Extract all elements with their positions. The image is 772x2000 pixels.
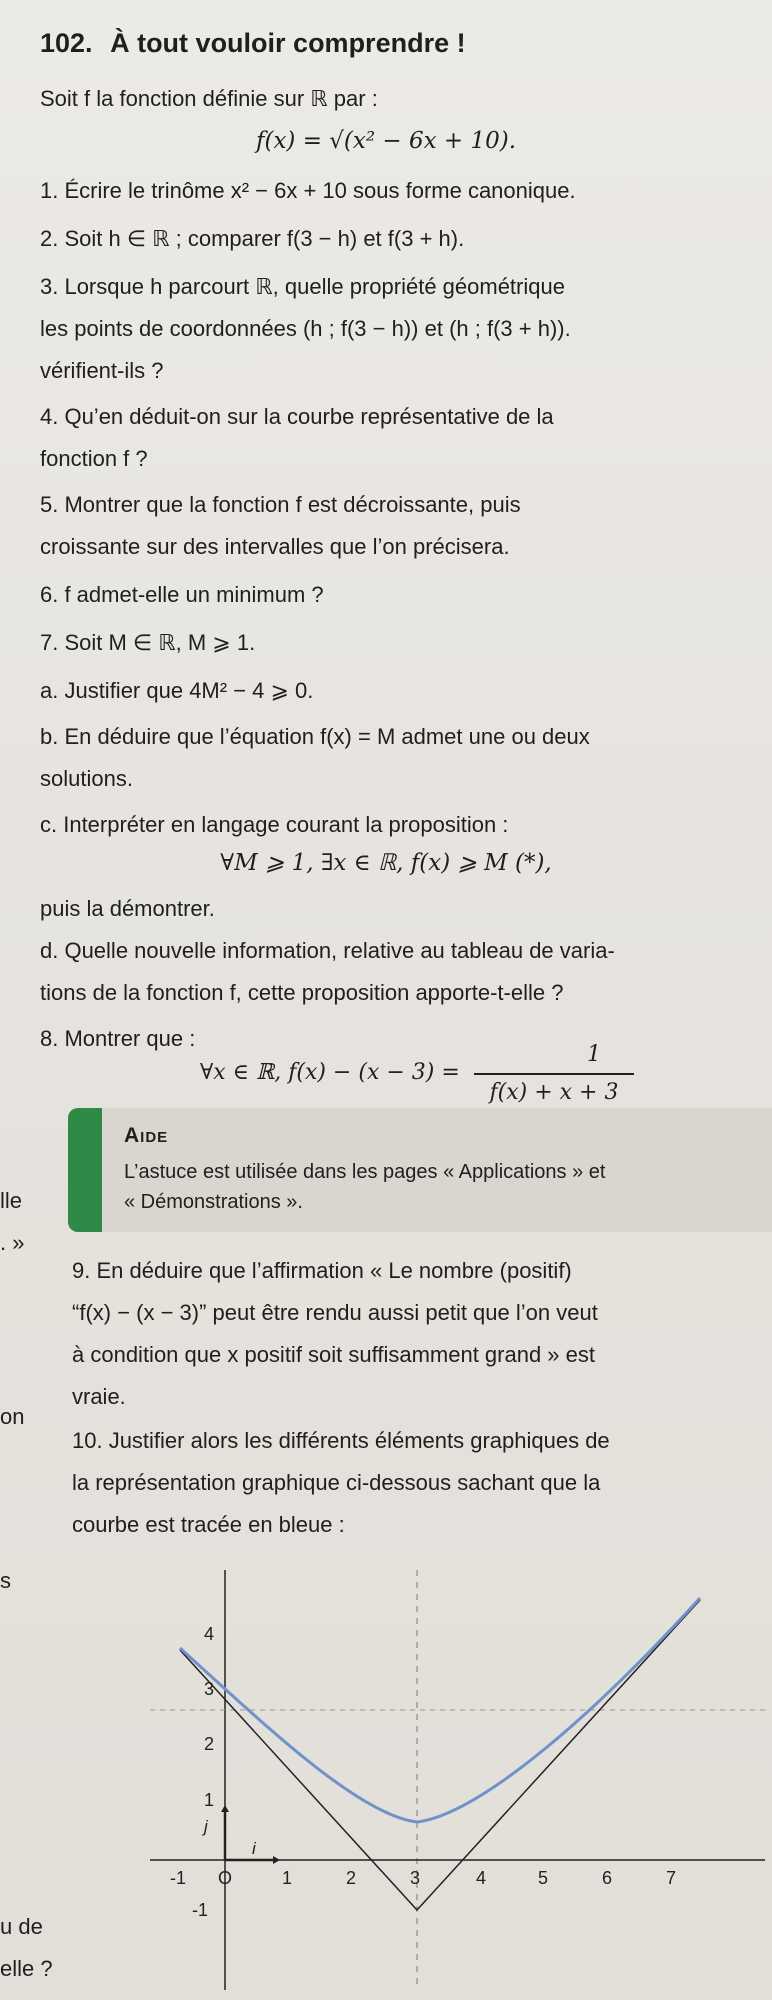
question-6: 6. f admet-elle un minimum ?	[40, 582, 324, 607]
q8-formula-left: ∀x ∈ ℝ, f(x) − (x − 3) =	[200, 1060, 460, 1085]
margin-fragment: . »	[0, 1230, 25, 1255]
aide-text-line1: L’astuce est utilisée dans les pages « Applications » et	[124, 1161, 606, 1183]
i-arrowhead	[273, 1856, 280, 1864]
question-9-line4: vraie.	[72, 1384, 126, 1409]
y-tick-label: 1	[204, 1790, 215, 1810]
question-9-line2: “f(x) − (x − 3)” peut être rendu aussi petit que l’on veut	[72, 1300, 598, 1325]
margin-fragment: u de	[0, 1914, 43, 1939]
exercise-header	[40, 28, 466, 59]
function-graph	[140, 1560, 772, 2000]
asymptote-lines	[180, 1600, 700, 1910]
question-9-line3: à condition que x positif soit suffisamment grand » est	[72, 1342, 595, 1367]
question-10-line1: 10. Justifier alors les différents éléments graphiques de	[72, 1428, 610, 1453]
question-7c-end: puis la démontrer.	[40, 896, 215, 921]
question-5-line1: 5. Montrer que la fonction f est décroissante, puis	[40, 492, 521, 517]
question-4-line1: 4. Qu’en déduit-on sur la courbe représentative de la	[40, 404, 554, 429]
question-7c: c. Interpréter en langage courant la proposition :	[40, 812, 509, 837]
x-tick-label: -1	[170, 1868, 187, 1888]
x-tick-label: 1	[282, 1868, 293, 1888]
proposition-formula: ∀M ⩾ 1, ∃x ∈ ℝ, f(x) ⩾ M (*),	[220, 850, 552, 876]
origin-label: O	[218, 1868, 233, 1888]
y-tick-label: -1	[192, 1900, 209, 1920]
question-7d-line2: tions de la fonction f, cette proposition apporte-t-elle ?	[40, 980, 564, 1005]
exercise-title: À tout vouloir comprendre !	[110, 28, 466, 58]
question-3-line3: vérifient-ils ?	[40, 358, 164, 383]
fraction-bar	[474, 1073, 634, 1075]
y-tick-label: 4	[204, 1624, 215, 1644]
question-9-line1: 9. En déduire que l’affirmation « Le nombre (positif)	[72, 1258, 572, 1283]
question-5-line2: croissante sur des intervalles que l’on précisera.	[40, 534, 510, 559]
question-7a: a. Justifier que 4M² − 4 ⩾ 0.	[40, 678, 314, 703]
j-vector-label: j	[204, 1817, 208, 1836]
question-10-line2: la représentation graphique ci-dessous sachant que la	[72, 1470, 601, 1495]
aide-accent-bar	[68, 1108, 102, 1232]
question-3-line2: les points de coordonnées (h ; f(3 − h)) et (h ; f(3 + h)).	[40, 316, 571, 341]
q8-denominator: f(x) + x + 3	[489, 1080, 619, 1105]
y-tick-label: 2	[204, 1734, 215, 1754]
question-7b-line2: solutions.	[40, 766, 133, 791]
x-tick-label: 7	[666, 1868, 677, 1888]
x-tick-label: 5	[538, 1868, 549, 1888]
aide-title: Aide	[124, 1124, 169, 1147]
x-tick-labels	[170, 1868, 676, 1888]
question-1: 1. Écrire le trinôme x² − 6x + 10 sous forme canonique.	[40, 178, 576, 203]
j-arrowhead	[221, 1805, 229, 1812]
x-tick-label: 3	[410, 1868, 421, 1888]
question-7: 7. Soit M ∈ ℝ, M ⩾ 1.	[40, 630, 256, 655]
margin-fragment: elle ?	[0, 1956, 53, 1981]
question-8: 8. Montrer que :	[40, 1026, 196, 1051]
margin-fragment: s	[0, 1568, 11, 1593]
margin-fragment: lle	[0, 1188, 23, 1213]
x-tick-label: 2	[346, 1868, 357, 1888]
question-7b-line1: b. En déduire que l’équation f(x) = M admet une ou deux	[40, 724, 590, 749]
i-vector-label: i	[252, 1839, 256, 1858]
x-tick-label: 4	[476, 1868, 487, 1888]
question-7d-line1: d. Quelle nouvelle information, relative au tableau de varia-	[40, 938, 615, 963]
intro-text: Soit f la fonction définie sur ℝ par :	[40, 86, 378, 111]
question-2: 2. Soit h ∈ ℝ ; comparer f(3 − h) et f(3 + h).	[40, 226, 465, 251]
function-definition: f(x) = √(x² − 6x + 10).	[255, 128, 517, 154]
aide-text-line2: « Démonstrations ».	[124, 1191, 303, 1213]
question-3-line1: 3. Lorsque h parcourt ℝ, quelle propriété géométrique	[40, 274, 565, 299]
y-tick-label: 3	[204, 1679, 215, 1699]
q8-numerator: 1	[587, 1042, 601, 1067]
margin-fragment: on	[0, 1404, 25, 1429]
question-10-line3: courbe est tracée en bleue :	[72, 1512, 345, 1537]
question-4-line2: fonction f ?	[40, 446, 148, 471]
x-tick-label: 6	[602, 1868, 613, 1888]
exercise-number: 102.	[40, 28, 93, 58]
